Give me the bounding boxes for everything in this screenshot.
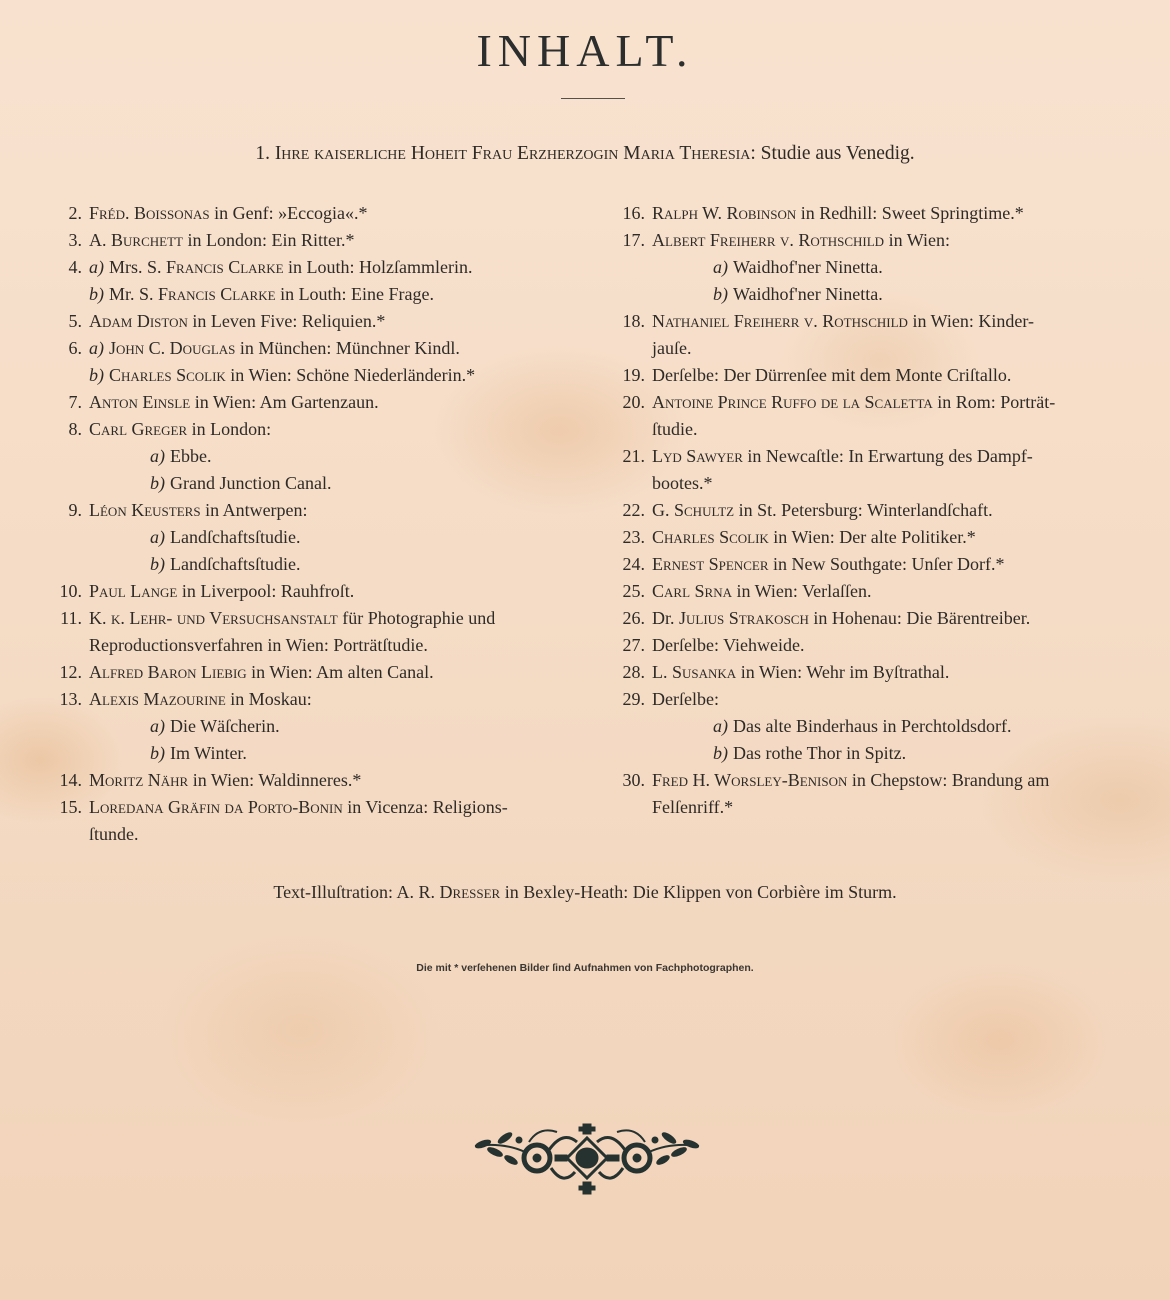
entry-body — [652, 578, 872, 605]
entry-sub-label: b) — [150, 743, 165, 763]
entry-body — [89, 578, 354, 605]
illustration-name: Dresser — [439, 882, 501, 902]
entry-text: bootes.* — [652, 473, 713, 493]
entry-text: Die Wäſcherin. — [170, 716, 280, 736]
entry-text: in Rom: Porträt- — [932, 392, 1056, 412]
toc-entry — [603, 254, 1148, 281]
entry-number: 9. — [68, 500, 82, 520]
entry-name: Francis Clarke — [158, 284, 276, 304]
entry-number: 20. — [622, 392, 645, 412]
entry-sub-label: a) — [150, 716, 165, 736]
entry-body — [652, 200, 1024, 227]
entry-body — [652, 632, 805, 659]
entry-name: Julius Strakosch — [679, 608, 809, 628]
entry-number: 23. — [622, 527, 645, 547]
entry-name: Alexis Mazourine — [89, 689, 226, 709]
toc-entry — [40, 281, 600, 308]
entry-number: 2. — [68, 203, 82, 223]
entry-text: in Wien: Am alten Canal. — [246, 662, 434, 682]
toc-entry — [40, 497, 600, 524]
entry-body — [89, 308, 385, 335]
entry-text: in Wien: Der alte Politiker.* — [768, 527, 976, 547]
entry-body — [89, 281, 434, 308]
toc-entry — [40, 389, 600, 416]
toc-entry — [40, 470, 600, 497]
entry-sub-label: a) — [150, 446, 165, 466]
entry-name: Susanka — [672, 662, 737, 682]
entry-number: 14. — [59, 770, 82, 790]
toc-entry — [603, 659, 1148, 686]
entry-text: in Louth: Eine Frage. — [275, 284, 435, 304]
entry-name: Nathaniel Freiherr v. Rothschild — [652, 311, 908, 331]
entry-body — [652, 362, 1011, 389]
toc-entry — [603, 551, 1148, 578]
toc-entry — [603, 200, 1148, 227]
toc-entry — [40, 227, 600, 254]
entry-number — [40, 362, 89, 389]
entry-body — [89, 659, 434, 686]
entry-body — [652, 524, 976, 551]
toc-entry — [40, 632, 600, 659]
entry-prefix: Mr. S. — [109, 284, 159, 304]
toc-entry — [603, 713, 1148, 740]
entry-number: 25. — [622, 581, 645, 601]
toc-entry — [603, 389, 1148, 416]
entry-text: in Wien: — [884, 230, 951, 250]
entry-sub-label: a) — [89, 257, 104, 277]
toc-entry — [40, 551, 600, 578]
illustration-prefix: Text-Illuſtration: A. R. — [273, 882, 440, 902]
entry-text: in Redhill: Sweet Springtime.* — [796, 203, 1024, 223]
toc-entry — [40, 794, 600, 821]
entry-name: Albert Freiherr v. Rothschild — [652, 230, 885, 250]
toc-entry — [603, 740, 1148, 767]
entry-number: 7. — [68, 392, 82, 412]
entry-text: in Wien: Wehr im Byſtrathal. — [736, 662, 950, 682]
entry-text: ſtudie. — [652, 419, 698, 439]
toc-entry — [40, 416, 600, 443]
toc-entry — [40, 443, 600, 470]
toc-entry — [603, 281, 1148, 308]
illustration-text: in Bexley-Heath: Die Klippen von Corbière im Sturm. — [500, 882, 897, 902]
entry-name: John C. Douglas — [109, 338, 236, 358]
entry-text: Landſchaftsſtudie. — [170, 527, 301, 547]
entry-text: Reproductionsverfahren in Wien: Porträtſtudie. — [89, 635, 428, 655]
toc-entry — [40, 659, 600, 686]
entry-sub-label: b) — [150, 554, 165, 574]
entry-sub-label: b) — [89, 284, 104, 304]
toc-entry — [40, 254, 600, 281]
entry-number: 8. — [68, 419, 82, 439]
entry-text: in Genf: »Eccogia«.* — [209, 203, 368, 223]
title-rule — [561, 98, 625, 99]
entry-body — [652, 389, 1055, 416]
entry-text: in Wien: Waldinneres.* — [188, 770, 362, 790]
entry-name: Léon Keusters — [89, 500, 201, 520]
toc-entry — [603, 470, 1148, 497]
entry-text: Grand Junction Canal. — [170, 473, 332, 493]
entry-body — [89, 416, 271, 443]
page-title: INHALT. — [476, 25, 694, 76]
entry-body — [89, 362, 475, 389]
text-illustration — [0, 882, 1170, 903]
entry-name: Anton Einsle — [89, 392, 191, 412]
entry-name: Alfred Baron Liebig — [89, 662, 247, 682]
toc-entry — [40, 335, 600, 362]
entry-text: in Chepstow: Brandung am — [847, 770, 1050, 790]
entry-name: Francis Clarke — [166, 257, 284, 277]
entry-number: 30. — [622, 770, 645, 790]
entry-name: Loredana Gräfin da Porto-Bonin — [89, 797, 343, 817]
entry-body — [89, 389, 379, 416]
entry-sub-label: b) — [713, 743, 728, 763]
entry-body — [89, 767, 361, 794]
entry-number: 6. — [68, 338, 82, 358]
entry-name: Fred H. Worsley-Benison — [652, 770, 848, 790]
floral-vignette-icon — [467, 1120, 707, 1202]
entry-text: in München: Münchner Kindl. — [235, 338, 460, 358]
left-column — [40, 200, 600, 848]
entry-name: Paul Lange — [89, 581, 178, 601]
entry-text: in Louth: Holzſammlerin. — [283, 257, 473, 277]
entry-number: 11. — [60, 608, 82, 628]
entry-text: in Antwerpen: — [200, 500, 308, 520]
right-column — [603, 200, 1148, 821]
entry-name: Carl Srna — [652, 581, 732, 601]
toc-entry — [40, 524, 600, 551]
toc-entry — [603, 335, 1148, 362]
toc-entry — [40, 362, 600, 389]
entry-number: 17. — [622, 230, 645, 250]
toc-entry — [603, 767, 1148, 794]
entry-text: Ebbe. — [170, 446, 212, 466]
entry-body — [89, 254, 473, 281]
entry-text: Im Winter. — [170, 743, 247, 763]
entry-body — [652, 605, 1030, 632]
entry-number: 24. — [622, 554, 645, 574]
entry-text: Waidhof'ner Ninetta. — [733, 257, 883, 277]
entry-sub-label: b) — [89, 365, 104, 385]
entry-number: 26. — [622, 608, 645, 628]
entry-name: Lyd Sawyer — [652, 446, 743, 466]
entry-name: Charles Scolik — [109, 365, 226, 385]
entry-number: 13. — [59, 689, 82, 709]
entry-text: in London: — [187, 419, 272, 439]
entry-name: Ralph W. Robinson — [652, 203, 797, 223]
toc-entry — [40, 578, 600, 605]
entry-text: in Moskau: — [225, 689, 312, 709]
entry-text: jauſe. — [652, 338, 692, 358]
toc-entry — [603, 308, 1148, 335]
entry-body — [89, 200, 368, 227]
entry-text: in Newcaſtle: In Erwartung des Dampf- — [742, 446, 1033, 466]
toc-entry — [603, 578, 1148, 605]
entry-body — [652, 227, 950, 254]
toc-entry — [40, 713, 600, 740]
toc-entry — [40, 767, 600, 794]
footnote: Die mit * verſehenen Bilder ſind Aufnahmen von Fachphotographen. — [416, 962, 754, 974]
entry-number: 4. — [68, 257, 82, 277]
toc-entry — [40, 308, 600, 335]
entry-number: 15. — [59, 797, 82, 817]
toc-entry — [603, 362, 1148, 389]
toc-entry — [603, 794, 1148, 821]
toc-entry — [40, 686, 600, 713]
entry-name: Fréd. Boissonas — [89, 203, 210, 223]
entry-name: K. k. Lehr- und Versuchsanstalt — [89, 608, 338, 628]
entry-number: 5. — [68, 311, 82, 331]
entry-name: Charles Scolik — [652, 527, 769, 547]
entry-name: Adam Diston — [89, 311, 188, 331]
toc-entry — [603, 416, 1148, 443]
entry-name: Moritz Nähr — [89, 770, 189, 790]
entry-sub-label: b) — [150, 473, 165, 493]
entry-sub-label: b) — [713, 284, 728, 304]
toc-entry — [40, 605, 600, 632]
toc-entry — [603, 227, 1148, 254]
entry-text: in Wien: Verlaſſen. — [731, 581, 872, 601]
entry-number: 1. — [255, 143, 270, 164]
entry-prefix: G. — [652, 500, 674, 520]
entry-body — [89, 497, 308, 524]
entry-text: in Hohenau: Die Bärentreiber. — [808, 608, 1031, 628]
entry-text: in Wien: Kinder- — [907, 311, 1035, 331]
entry-text: in Wien: Schöne Niederländerin.* — [225, 365, 476, 385]
entry-body — [652, 443, 1033, 470]
entry-body — [652, 308, 1034, 335]
entry-sub-label: a) — [89, 338, 104, 358]
entry-text: Das rothe Thor in Spitz. — [733, 743, 907, 763]
entry-number: 19. — [622, 365, 645, 385]
entry-sub-label: a) — [713, 257, 728, 277]
entry-prefix: Mrs. S. — [109, 257, 167, 277]
entry-text: Landſchaftsſtudie. — [170, 554, 301, 574]
entry-name: Carl Greger — [89, 419, 188, 439]
entry-body — [652, 686, 719, 713]
entry-text: Felſenriff.* — [652, 797, 734, 817]
lead-entry — [0, 143, 1170, 165]
toc-entry — [603, 497, 1148, 524]
entry-number: 27. — [622, 635, 645, 655]
entry-number: 28. — [622, 662, 645, 682]
entry-number: 29. — [622, 689, 645, 709]
entry-number: 18. — [622, 311, 645, 331]
entry-text: in Wien: Am Gartenzaun. — [190, 392, 379, 412]
entry-prefix: L. — [652, 662, 672, 682]
entry-body — [652, 659, 949, 686]
entry-number: 22. — [622, 500, 645, 520]
entry-text: Das alte Binderhaus in Perchtoldsdorf. — [733, 716, 1012, 736]
entry-text: : Studie aus Venedig. — [750, 143, 915, 164]
entry-sub-label: a) — [713, 716, 728, 736]
entry-body — [652, 767, 1049, 794]
toc-entry — [603, 524, 1148, 551]
entry-text: Derſelbe: — [652, 689, 719, 709]
entry-text: in Leven Five: Reliquien.* — [187, 311, 386, 331]
entry-body — [89, 335, 460, 362]
entry-prefix: Dr. — [652, 608, 679, 628]
entry-body — [89, 605, 495, 632]
toc-entry — [603, 443, 1148, 470]
entry-body — [652, 497, 993, 524]
toc-entry — [40, 821, 600, 848]
toc-entry — [40, 740, 600, 767]
entry-text: ſtunde. — [89, 824, 139, 844]
entry-body — [89, 686, 312, 713]
entry-text: Derſelbe: Viehweide. — [652, 635, 805, 655]
entry-body — [89, 227, 354, 254]
entry-text: in Liverpool: Rauhfroſt. — [177, 581, 355, 601]
entry-text: in London: Ein Ritter.* — [182, 230, 355, 250]
toc-entry — [603, 632, 1148, 659]
entry-number: 3. — [68, 230, 82, 250]
entry-number: 12. — [59, 662, 82, 682]
entry-body — [652, 551, 1004, 578]
entry-text: für Photographie und — [337, 608, 496, 628]
entry-text: in St. Petersburg: Winterlandſchaft. — [734, 500, 993, 520]
entry-text: Waidhof'ner Ninetta. — [733, 284, 883, 304]
entry-number: 21. — [622, 446, 645, 466]
entry-name: Ernest Spencer — [652, 554, 769, 574]
entry-number: 10. — [59, 581, 82, 601]
entry-sub-label: a) — [150, 527, 165, 547]
toc-entry — [603, 686, 1148, 713]
entry-text: in New Southgate: Unſer Dorf.* — [768, 554, 1005, 574]
entry-body — [89, 794, 508, 821]
entry-text: Derſelbe: Der Dürrenſee mit dem Monte Criſtallo. — [652, 365, 1012, 385]
entry-name: A. Burchett — [89, 230, 183, 250]
entry-name: Schultz — [674, 500, 735, 520]
entry-number: 16. — [622, 203, 645, 223]
entry-name: Antoine Prince Ruffo de la Scaletta — [652, 392, 933, 412]
toc-entry — [603, 605, 1148, 632]
entry-text: in Vicenza: Religions- — [342, 797, 508, 817]
entry-number — [40, 281, 89, 308]
entry-name: Ihre kaiserliche Hoheit Frau Erzherzogin Maria Theresia — [274, 143, 751, 164]
toc-entry — [40, 200, 600, 227]
